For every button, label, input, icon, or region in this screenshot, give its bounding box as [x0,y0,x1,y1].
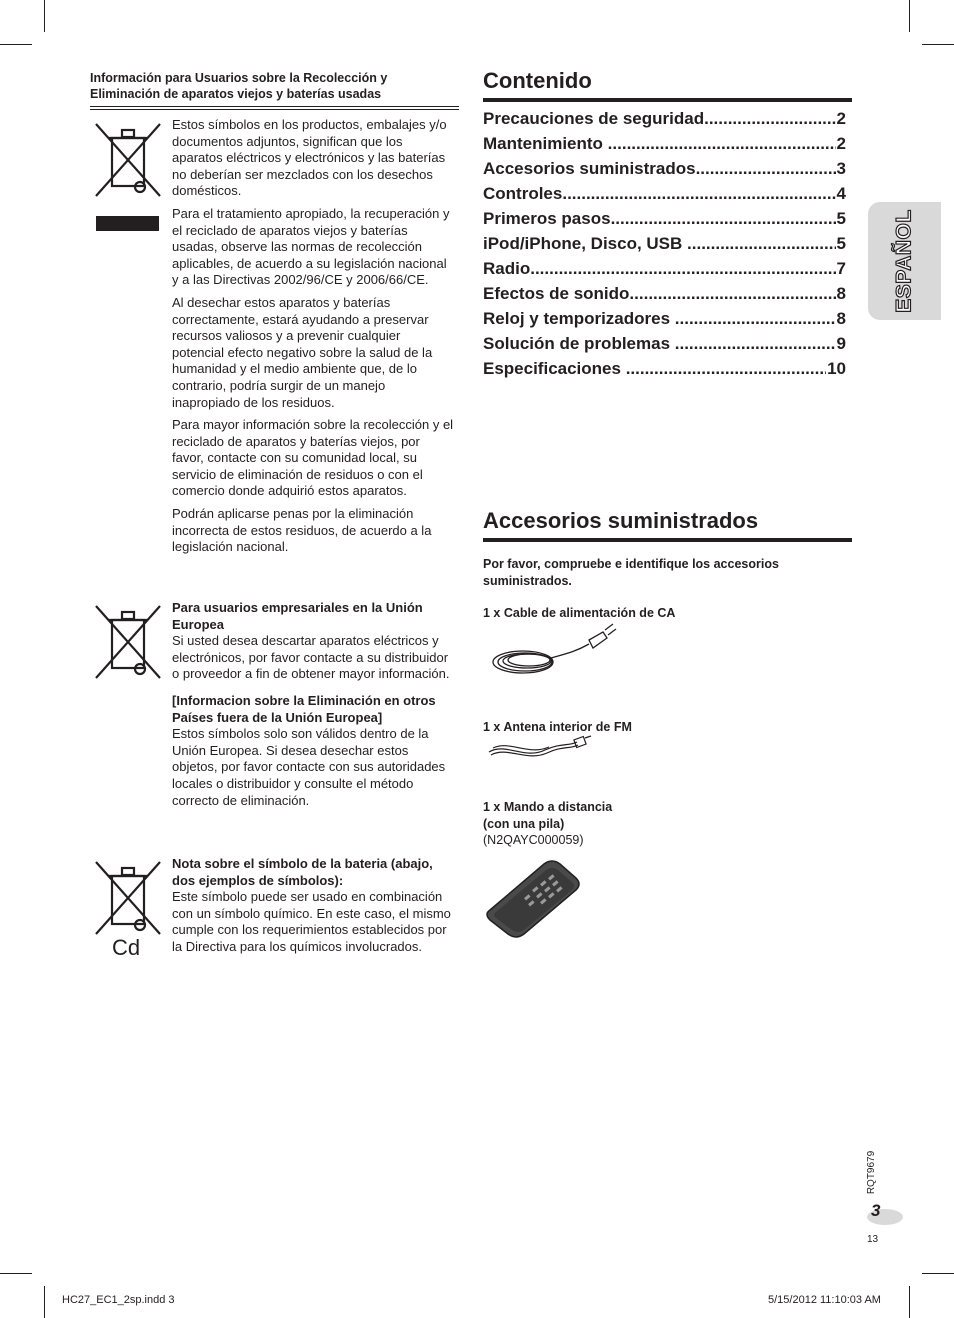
toc-entry-label: Accesorios suministrados [483,159,696,178]
heading-rule [483,98,852,102]
battery-note-block [172,856,456,962]
crop-mark [922,1273,954,1274]
toc-entry-label: Mantenimiento [483,134,608,153]
toc-entry [483,356,846,381]
toc-entry [483,156,846,181]
accessory-label: 1 x Antena interior de FM [483,720,632,734]
toc-entry [483,206,846,231]
crop-mark [909,1286,910,1318]
toc-dot-leader [629,281,835,306]
toc-entry-label: Reloj y temporizadores [483,309,675,328]
crop-mark [909,0,910,32]
battery-note-heading: Nota sobre el símbolo de la bateria (abajo, dos ejemplos de símbolos): [172,856,433,888]
crop-mark [0,1273,32,1274]
toc-entry-page: 2 [836,109,846,128]
toc-dot-leader [687,231,836,256]
remote-control-icon [484,856,584,942]
accessories-heading: Accesorios suministrados [483,508,759,533]
page-number: 3 [871,1201,881,1220]
disposal-info-title [90,70,460,102]
footer-filename: HC27_EC1_2sp.indd 3 [62,1294,175,1306]
toc-dot-leader [611,206,836,231]
heading-rule [483,538,852,542]
paragraph: Estos símbolos en los productos, embalajes y/o documentos adjuntos, significan que los aparatos eléctricos y electrónicos y las baterías no deberían ser mezclados con los desechos domésticos. [172,117,447,199]
toc-entry-label: Radio [483,259,531,278]
accessories-intro: Por favor, compruebe e identifique los accesorios suministrados. [483,557,779,588]
toc-entry-page: 9 [836,334,846,353]
chemical-symbol: Cd [112,935,141,960]
toc-entry-label: Precauciones de seguridad [483,109,705,128]
toc-entry [483,281,846,306]
toc-entry [483,231,846,256]
paragraph: Para mayor información sobre la recolección y el reciclado de aparatos y baterías viejos, por favor, contacte con su comunidad local, su servicio de eliminación de residuos o con el comercio donde adquirió estos aparatos. [172,417,454,499]
power-cable-icon [485,618,620,680]
non-eu-heading: [Informacion sobre la Eliminación en otros Países fuera de la Unión Europea] [172,692,436,725]
toc-entry [483,131,846,156]
crop-mark [922,44,954,45]
toc-entry-label: iPod/iPhone, Disco, USB [483,234,688,253]
toc-entry-page: 7 [836,259,846,278]
toc-entry-page: 4 [836,184,846,203]
toc-dot-leader [675,306,836,331]
paragraph: Este símbolo puede ser usado en combinación con un símbolo químico. En este caso, el mismo cumple con los requerimientos establecidos por la Directiva para los químicos involucrados. [172,889,451,954]
paragraph: Para el tratamiento apropiado, la recuperación y el reciclado de aparatos viejos y baterías usadas, observe las normas de recolección aplicables, de acuerdo a su legislación nacional y a las Directivas 2002/96/CE y 2006/66/CE. [172,205,450,288]
toc-entry-page: 2 [836,134,846,153]
crop-mark [44,1286,45,1318]
title-line: Información para Usuarios sobre la Recolección y [90,71,388,85]
disposal-text-block [172,117,454,562]
fm-antenna-icon [485,732,595,764]
toc-entry [483,181,846,206]
toc-dot-leader [530,256,835,281]
double-rule [90,106,459,110]
paragraph: Estos símbolos solo son válidos dentro de la Unión Europea. Si desea desechar estos objetos, por favor contacte con sus autoridades locales o distribuidor y consulte el método correcto de eliminación. [172,726,446,808]
toc-entry-page: 5 [836,234,846,253]
language-tab-text: ESPAÑOL [892,209,916,313]
toc-entry-page: 10 [827,359,846,378]
contents-heading: Contenido [483,68,592,93]
crossed-bin-icon [90,858,166,940]
black-bar-symbol [96,216,159,231]
title-line: Eliminación de aparatos viejos y baterías usadas [90,87,382,101]
table-of-contents [483,106,846,381]
toc-entry [483,306,846,331]
accessory-label: 1 x Cable de alimentación de CA [483,606,676,620]
crossed-bin-icon [90,602,166,684]
remote-model-code: (N2QAYC000059) [483,833,584,847]
toc-entry-label: Solución de problemas [483,334,675,353]
doc-code [858,1152,886,1192]
toc-dot-leader [562,181,835,206]
toc-dot-leader [675,331,836,356]
crossed-bin-icon [90,120,166,202]
toc-dot-leader [704,106,835,131]
language-tab-label [868,202,941,320]
business-users-block [172,600,456,815]
toc-entry-label: Efectos de sonido [483,284,630,303]
toc-entry-page: 5 [836,209,846,228]
sequence-number: 13 [867,1234,879,1245]
toc-entry [483,106,846,131]
toc-entry [483,331,846,356]
footer-timestamp: 5/15/2012 11:10:03 AM [768,1294,881,1306]
doc-code-text: RQT9679 [866,1150,878,1194]
business-users-heading: Para usuarios empresariales en la Unión Europea [172,600,423,632]
crop-mark [0,44,32,45]
paragraph: Podrán aplicarse penas por la eliminación incorrecta de estos residuos, de acuerdo a la legislación nacional. [172,506,432,555]
toc-entry-page: 8 [836,284,846,303]
toc-entry-page: 8 [836,309,846,328]
toc-entry-label: Primeros pasos [483,209,611,228]
paragraph: Si usted desea descartar aparatos eléctricos y electrónicos, por favor contacte a su distribuidor o proveedor a fin de obtener mayor información. [172,633,450,682]
accessory-label: 1 x Mando a distancia [483,800,613,814]
toc-dot-leader [696,156,836,181]
accessory-sublabel: (con una pila) [483,816,565,831]
paragraph: Al desechar estos aparatos y baterías correctamente, estará ayudando a preservar recursos valiosos y a prevenir cualquier potencial efecto negativo sobre la salud de la humanidad y el medio ambiente que, de lo contrario, podría surgir de un manejo inapropiado de los residuos. [172,294,433,410]
toc-entry-page: 3 [836,159,846,178]
toc-dot-leader [626,356,826,381]
crop-mark [44,0,45,32]
toc-entry-label: Especificaciones [483,359,626,378]
toc-dot-leader [608,131,836,156]
remote-label [483,799,612,832]
toc-entry [483,256,846,281]
toc-entry-label: Controles [483,184,563,203]
